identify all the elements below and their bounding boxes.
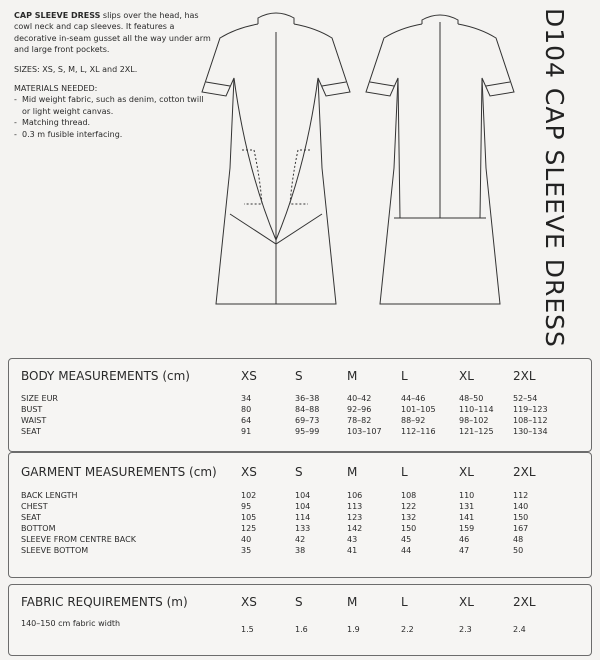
table-row — [9, 625, 591, 635]
cell: 78–82 — [347, 416, 372, 425]
cell: 42 — [295, 535, 306, 544]
material-item: - 0.3 m fusible interfacing. — [14, 129, 214, 140]
sizes-line: SIZES: XS, S, M, L, XL and 2XL. — [14, 64, 138, 74]
cell: 88–92 — [401, 416, 426, 425]
cell: 110–114 — [459, 405, 494, 414]
material-item: - Mid weight fabric, such as denim, cotton twill or light weight canvas. — [14, 94, 214, 117]
table-row — [9, 546, 591, 556]
table-row — [9, 405, 591, 415]
back-view-sketch — [360, 8, 520, 308]
cell: 36–38 — [295, 394, 320, 403]
row-label: SIZE EUR — [21, 394, 58, 403]
cell: 95–99 — [295, 427, 320, 436]
row-label: BUST — [21, 405, 43, 414]
description-body: slips over the head, has cowl neck and cap sleeves. It features a decorative in-seam gusset all the way under arm and large front pockets. — [14, 11, 211, 55]
size-header: XL — [459, 465, 474, 479]
cell: 119–123 — [513, 405, 548, 414]
cell: 108 — [401, 491, 417, 500]
cell: 48–50 — [459, 394, 484, 403]
size-header: S — [295, 465, 303, 479]
cell: 1.5 — [241, 625, 254, 634]
cell: 104 — [295, 502, 311, 511]
cell: 2.4 — [513, 625, 526, 634]
cell: 1.6 — [295, 625, 308, 634]
cell: 131 — [459, 502, 475, 511]
size-header: L — [401, 595, 408, 609]
table-header — [9, 465, 591, 485]
cell: 46 — [459, 535, 470, 544]
materials-list — [14, 94, 214, 140]
cell: 106 — [347, 491, 363, 500]
materials-heading: MATERIALS NEEDED: — [14, 84, 98, 94]
cell: 105 — [241, 513, 257, 522]
cell: 64 — [241, 416, 252, 425]
cell: 130–134 — [513, 427, 548, 436]
cell: 125 — [241, 524, 257, 533]
cell: 98–102 — [459, 416, 489, 425]
size-header: XL — [459, 369, 474, 383]
cell: 167 — [513, 524, 529, 533]
table-row — [9, 427, 591, 437]
cell: 2.2 — [401, 625, 414, 634]
cell: 69–73 — [295, 416, 320, 425]
cell: 113 — [347, 502, 363, 511]
cell: 34 — [241, 394, 252, 403]
cell: 140 — [513, 502, 529, 511]
cell: 132 — [401, 513, 417, 522]
description-lead: CAP SLEEVE DRESS — [14, 11, 101, 20]
cell: 141 — [459, 513, 475, 522]
intro-text — [14, 10, 214, 140]
size-header: 2XL — [513, 369, 536, 383]
row-label: BACK LENGTH — [21, 491, 78, 500]
cell: 104 — [295, 491, 311, 500]
cell: 159 — [459, 524, 475, 533]
size-header: M — [347, 369, 358, 383]
cell: 102 — [241, 491, 257, 500]
row-label: CHEST — [21, 502, 48, 511]
vertical-title — [532, 8, 582, 348]
cell: 112–116 — [401, 427, 436, 436]
row-label: WAIST — [21, 416, 47, 425]
row-label: SEAT — [21, 427, 41, 436]
cell: 142 — [347, 524, 363, 533]
cell: 44–46 — [401, 394, 426, 403]
cell: 84–88 — [295, 405, 320, 414]
cell: 110 — [459, 491, 475, 500]
size-header: S — [295, 369, 303, 383]
cell: 112 — [513, 491, 529, 500]
cell: 1.9 — [347, 625, 360, 634]
cell: 2.3 — [459, 625, 472, 634]
cell: 41 — [347, 546, 358, 555]
cell: 103–107 — [347, 427, 382, 436]
cell: 121–125 — [459, 427, 494, 436]
cell: 91 — [241, 427, 252, 436]
cell: 108–112 — [513, 416, 548, 425]
cell: 45 — [401, 535, 412, 544]
table-row — [9, 513, 591, 523]
cell: 48 — [513, 535, 524, 544]
cell: 150 — [513, 513, 529, 522]
cell: 92–96 — [347, 405, 372, 414]
table-title: FABRIC REQUIREMENTS (m) — [21, 595, 188, 609]
cell: 38 — [295, 546, 306, 555]
table-row — [9, 491, 591, 501]
cell: 114 — [295, 513, 311, 522]
description-paragraph — [14, 10, 214, 56]
size-header: M — [347, 595, 358, 609]
cell: 44 — [401, 546, 412, 555]
size-header: L — [401, 465, 408, 479]
cell: 133 — [295, 524, 311, 533]
table-row — [9, 535, 591, 545]
table-title: BODY MEASUREMENTS (cm) — [21, 369, 190, 383]
row-label: SLEEVE FROM CENTRE BACK — [21, 535, 136, 544]
size-header: M — [347, 465, 358, 479]
size-header: 2XL — [513, 595, 536, 609]
table-header — [9, 369, 591, 389]
table-row — [9, 524, 591, 534]
size-header: XS — [241, 369, 257, 383]
cell: 47 — [459, 546, 470, 555]
cell: 35 — [241, 546, 252, 555]
size-header: L — [401, 369, 408, 383]
size-header: S — [295, 595, 303, 609]
cell: 122 — [401, 502, 417, 511]
cell: 80 — [241, 405, 252, 414]
cell: 95 — [241, 502, 252, 511]
front-view-sketch — [196, 8, 356, 308]
table-title: GARMENT MEASUREMENTS (cm) — [21, 465, 217, 479]
cell: 150 — [401, 524, 417, 533]
row-label: SLEEVE BOTTOM — [21, 546, 89, 555]
cell: 40 — [241, 535, 252, 544]
table-row — [9, 502, 591, 512]
pattern-title: D104 CAP SLEEVE DRESS — [540, 8, 569, 348]
cell: 50 — [513, 546, 524, 555]
table-row — [9, 394, 591, 404]
table-header — [9, 595, 591, 615]
cell: 123 — [347, 513, 363, 522]
garment-measurements-table — [8, 452, 592, 578]
fabric-requirements-table — [8, 584, 592, 656]
row-label: BOTTOM — [21, 524, 56, 533]
table-row — [9, 416, 591, 426]
body-measurements-table — [8, 358, 592, 452]
size-header: XS — [241, 595, 257, 609]
cell: 52–54 — [513, 394, 538, 403]
row-label: 140–150 cm fabric width — [21, 619, 121, 628]
size-header: XL — [459, 595, 474, 609]
cell: 101–105 — [401, 405, 436, 414]
material-item: - Matching thread. — [14, 117, 214, 128]
row-label: SEAT — [21, 513, 41, 522]
cell: 40–42 — [347, 394, 372, 403]
cell: 43 — [347, 535, 358, 544]
size-header: XS — [241, 465, 257, 479]
size-header: 2XL — [513, 465, 536, 479]
